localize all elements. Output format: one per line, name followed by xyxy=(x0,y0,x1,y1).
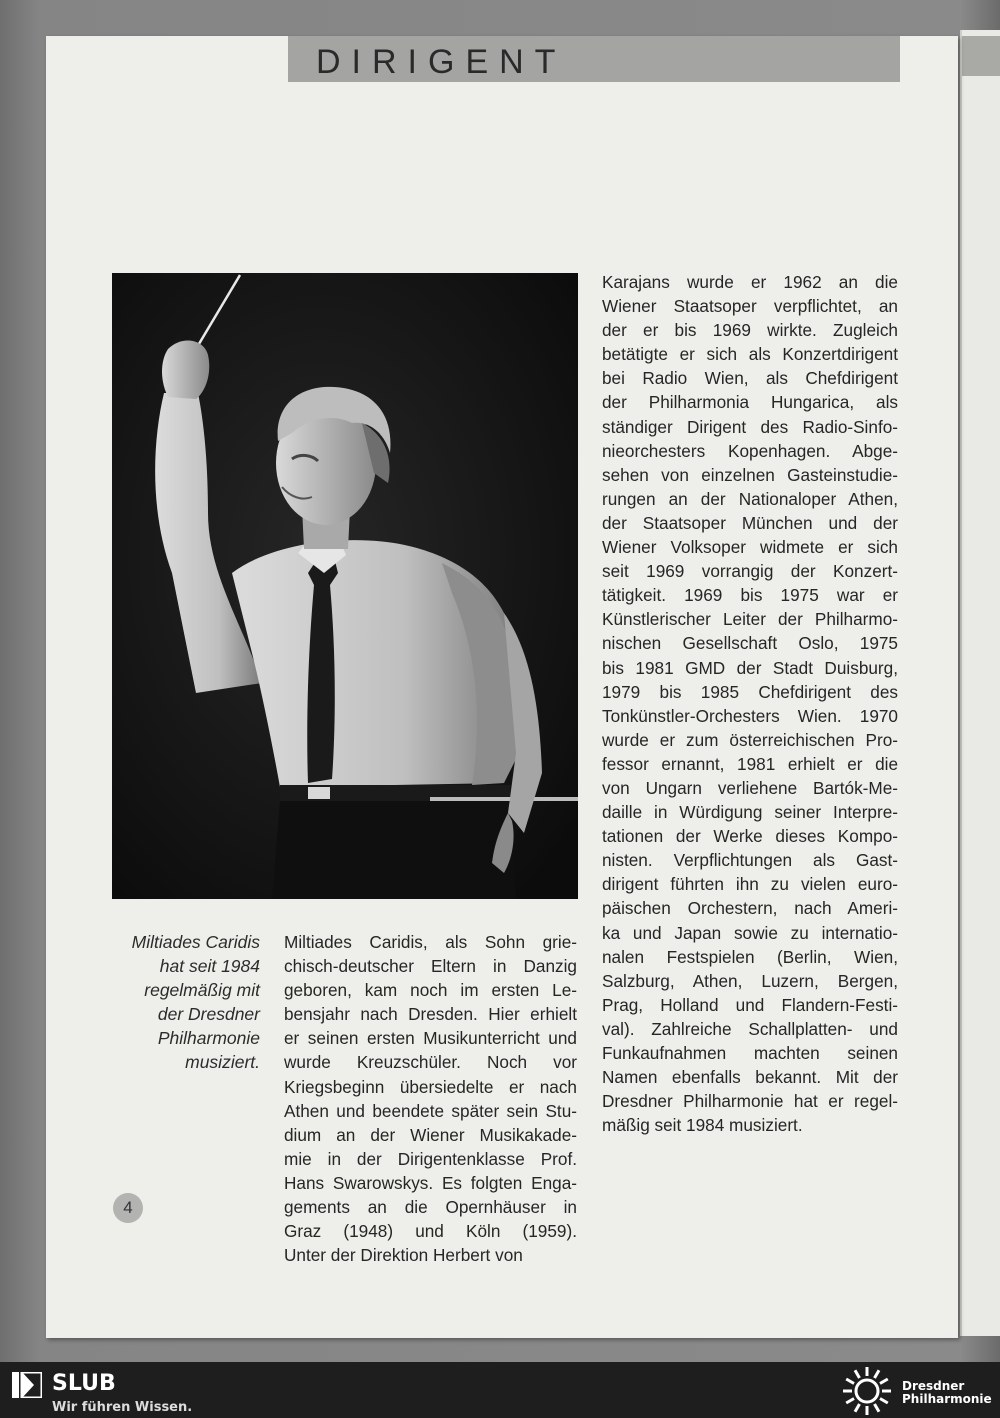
body-text-left-column xyxy=(284,930,577,1267)
text-line: val). Zahlreiche Schallplatten- und xyxy=(602,1018,898,1039)
text-line: nischen Gesellschaft Oslo, 1975 xyxy=(602,633,898,654)
partner-name-line2: Philharmonie xyxy=(902,1392,992,1406)
text-line: nieorchesters Kopenhagen. Abge- xyxy=(602,440,898,461)
caption-line: musiziert. xyxy=(185,1052,260,1072)
slub-name[interactable]: SLUB xyxy=(52,1371,116,1396)
partner-name-line1: Dresdner xyxy=(902,1379,965,1393)
adjacent-page-edge xyxy=(960,30,1000,1336)
text-line: bei Radio Wien, als Chefdirigent xyxy=(602,368,898,389)
text-line: Miltiades Caridis, als Sohn grie- xyxy=(284,932,577,952)
body-text-right-column xyxy=(602,270,898,1137)
text-line: der er bis 1969 wirkte. Zugleich xyxy=(602,320,898,341)
text-line: fessor ernannt, 1981 erhielt er die xyxy=(602,753,898,774)
text-line: gements an die Opernhäuser in xyxy=(284,1197,577,1218)
caption-line: Miltiades Caridis xyxy=(131,932,260,952)
text-line: Funkaufnahmen machten seinen xyxy=(602,1043,898,1063)
text-line: dium an der Wiener Musikakade- xyxy=(284,1124,577,1145)
text-line: mie in der Dirigentenklasse Prof. xyxy=(284,1148,577,1169)
caption-line: Philharmonie xyxy=(157,1028,260,1048)
text-line: Prag, Holland und Flandern-Festi- xyxy=(602,994,898,1015)
slub-tagline: Wir führen Wissen. xyxy=(52,1400,193,1415)
text-line: er seinen ersten Musikunterricht und xyxy=(284,1028,577,1049)
text-line: nisten. Verpflichtungen als Gast- xyxy=(602,850,898,871)
caption-line: der Dresdner xyxy=(157,1004,260,1024)
text-line: von Ungarn verliehene Bartók-Me- xyxy=(602,777,898,798)
text-line: bis 1981 GMD der Stadt Duisburg, xyxy=(602,657,898,678)
text-line: daille in Würdigung seiner Interpre- xyxy=(602,802,898,823)
text-line: rungen an der Nationaloper Athen, xyxy=(602,488,898,509)
text-line: tätigkeit. 1969 bis 1975 war er xyxy=(602,585,898,606)
adjacent-page-header-strip xyxy=(962,36,1000,76)
dresdner-philharmonie-logo-icon xyxy=(842,1366,892,1416)
text-line: Salzburg, Athen, Luzern, Bergen, xyxy=(602,970,898,991)
text-line: ständiger Dirigent des Radio-Sinfo- xyxy=(602,416,898,437)
text-line: tationen der Werke dieses Kompo- xyxy=(602,826,898,847)
text-line: Namen ebenfalls bekannt. Mit der xyxy=(602,1067,898,1088)
text-line: bensjahr nach Dresden. Hier erhielt xyxy=(284,1004,577,1025)
page-number-badge: 4 xyxy=(113,1193,143,1223)
text-line: chisch-deutscher Eltern in Danzig xyxy=(284,956,577,977)
text-line: der Philharmonia Hungarica, als xyxy=(602,392,898,413)
text-line: dirigent führten ihn zu vielen euro- xyxy=(602,874,898,895)
text-line: Künstlerischer Leiter der Philharmo- xyxy=(602,609,898,630)
text-line: ka und Japan sowie zu internatio- xyxy=(602,922,898,943)
text-line: sehen von einzelnen Gasteinstudie- xyxy=(602,464,898,485)
photo-caption xyxy=(104,930,260,1074)
text-line: Graz (1948) und Köln (1959). xyxy=(284,1221,577,1242)
text-line: wurde er zum österreichischen Pro- xyxy=(602,729,898,750)
text-line: päischen Orchestern, nach Ameri- xyxy=(602,898,898,919)
text-line: Karajans wurde er 1962 an die xyxy=(602,272,898,292)
text-line: mäßig seit 1984 musiziert. xyxy=(602,1115,803,1136)
text-line: der Staatsoper München und der xyxy=(602,512,898,533)
text-line: Hans Swarowskys. Es folgten Enga- xyxy=(284,1172,577,1193)
partner-name xyxy=(902,1380,992,1406)
text-line: geboren, kam noch im ersten Le- xyxy=(284,980,577,1001)
text-line: betätigte er sich als Konzertdirigent xyxy=(602,344,898,365)
caption-line: regelmäßig mit xyxy=(144,980,260,1000)
caption-line: hat seit 1984 xyxy=(159,956,260,976)
text-line: wurde Kreuzschüler. Noch vor xyxy=(284,1052,577,1073)
conductor-photo xyxy=(112,273,578,899)
text-line: Unter der Direktion Herbert von xyxy=(284,1245,523,1266)
text-line: seit 1969 vorrangig der Konzert- xyxy=(602,561,898,582)
text-line: Wiener Staatsoper verpflichtet, an xyxy=(602,296,898,317)
text-line: 1979 bis 1985 Chefdirigent des xyxy=(602,681,898,702)
section-title: DIRIGENT xyxy=(316,43,567,81)
text-line: Wiener Volksoper widmete er sich xyxy=(602,537,898,558)
text-line: Kriegsbeginn übersiedelte er nach xyxy=(284,1076,577,1097)
text-line: nalen Festspielen (Berlin, Wien, xyxy=(602,946,898,967)
text-line: Athen und beendete später sein Stu- xyxy=(284,1100,577,1121)
text-line: Tonkünstler-Orchesters Wien. 1970 xyxy=(602,705,898,726)
text-line: Dresdner Philharmonie hat er regel- xyxy=(602,1091,898,1112)
slub-logo-icon xyxy=(12,1372,42,1398)
